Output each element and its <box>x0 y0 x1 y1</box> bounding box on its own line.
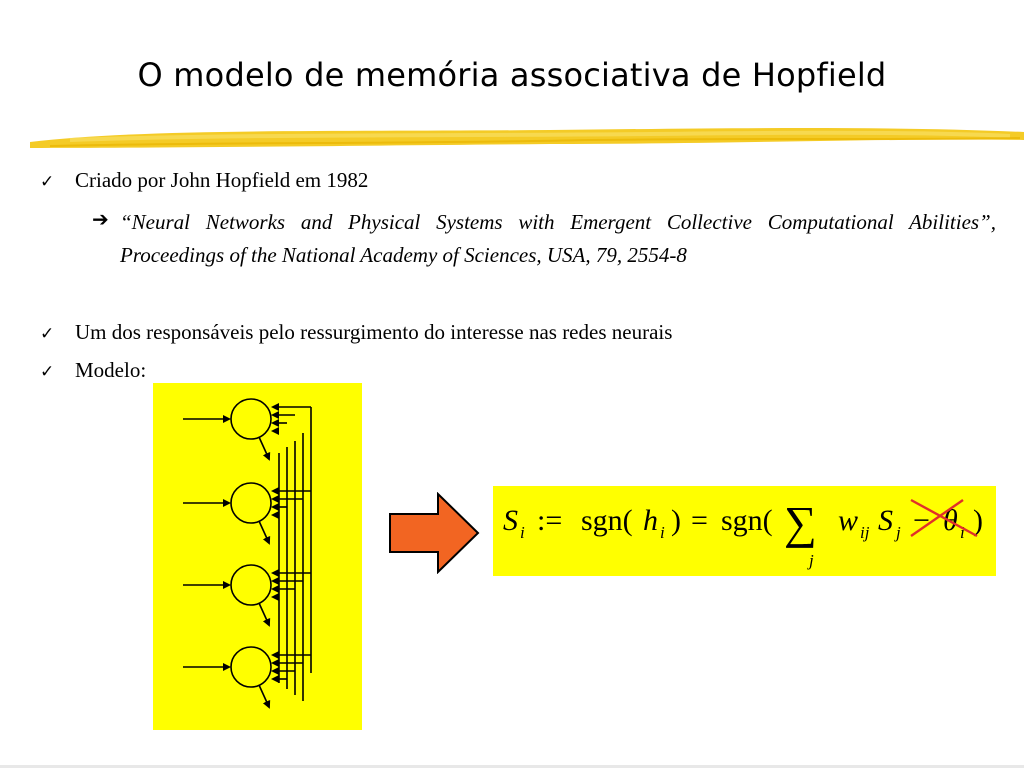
formula-sum-index: j <box>809 551 814 570</box>
formula-sub-ij: ij <box>860 523 870 542</box>
bullet-text: Modelo: <box>75 358 147 382</box>
block-arrow-icon <box>388 492 480 574</box>
formula-close-paren: ) <box>671 504 681 537</box>
update-rule-formula <box>493 486 996 576</box>
formula-sub-j: j <box>896 523 901 542</box>
bullet-text: Criado por John Hopfield em 1982 <box>75 168 369 192</box>
right-arrow-icon: ➔ <box>92 207 109 231</box>
formula-w: w <box>838 504 859 537</box>
formula-sub-i: i <box>520 523 525 542</box>
bullet-item-3 <box>0 356 1024 386</box>
bullet-item-1 <box>0 166 1024 196</box>
sub-bullet-reference: “Neural Networks and Physical Systems with Emergent Collective Computational Abilities”, Proceedings of the National Academy of Sciences, USA, 79, 2554-8 <box>120 210 996 267</box>
formula-minus: − <box>913 504 930 537</box>
hopfield-network-diagram <box>153 383 362 730</box>
formula-sub-i: i <box>960 523 965 542</box>
title-underline-brushstroke <box>30 118 1024 158</box>
slide-title: O modelo de memória associativa de Hopfield <box>137 56 887 94</box>
checkmark-icon: ✓ <box>40 362 55 382</box>
formula-sgn-2: sgn( <box>721 504 773 537</box>
bullet-text: Um dos responsáveis pelo ressurgimento do interesse nas redes neurais <box>75 320 673 344</box>
formula-theta: θ <box>943 504 958 537</box>
formula-assign: := <box>537 504 563 537</box>
formula-sum: ∑ <box>784 497 817 548</box>
formula-S: S <box>503 504 518 537</box>
formula-h: h <box>643 504 658 537</box>
formula-sub-i: i <box>660 523 665 542</box>
formula-final-paren: ) <box>973 504 983 537</box>
checkmark-icon: ✓ <box>40 324 55 344</box>
formula-equals: = <box>691 504 708 537</box>
formula-sgn-1: sgn( <box>581 504 633 537</box>
bullet-item-2 <box>0 318 1024 348</box>
checkmark-icon: ✓ <box>40 172 55 192</box>
formula-S2: S <box>878 504 893 537</box>
